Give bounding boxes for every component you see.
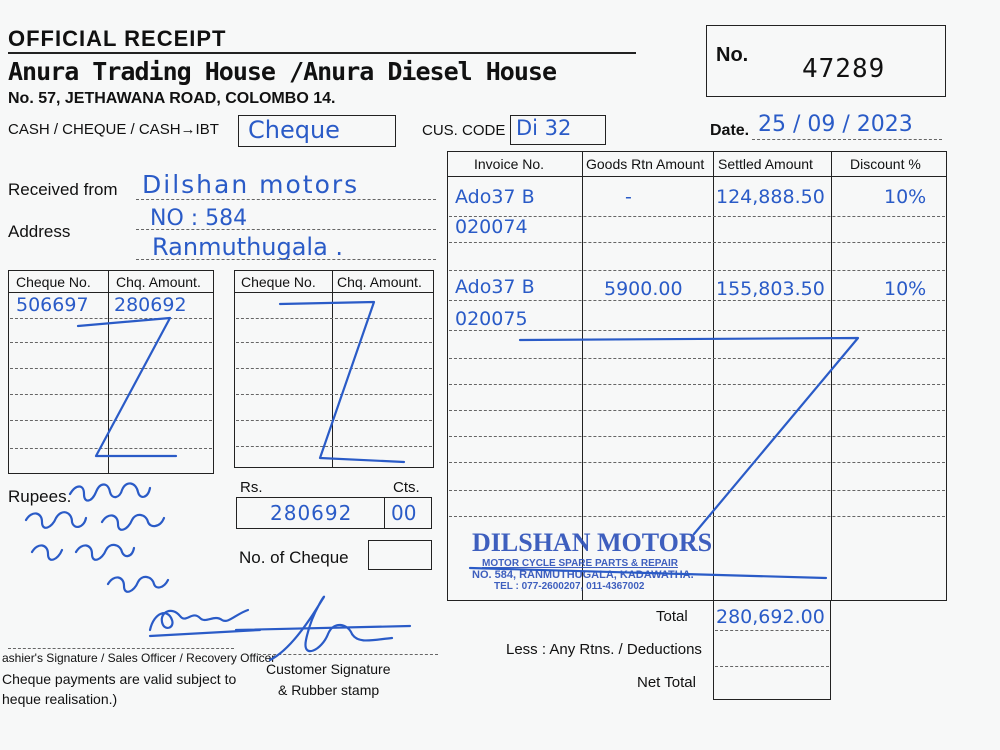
cheque-amount-header-right: Chq. Amount. <box>337 274 422 290</box>
left-cheque-amount: 280692 <box>114 294 187 316</box>
receipt-number: 47289 <box>802 54 886 84</box>
invoice-cancel-line <box>520 338 858 534</box>
rs-label: Rs. <box>240 479 263 496</box>
address-label: Address <box>8 222 71 241</box>
invoice-1-settled: 124,888.50 <box>716 186 825 208</box>
left-z-stroke <box>78 318 176 456</box>
rubber-stamp-label: & Rubber stamp <box>278 682 380 698</box>
amount-rs-value: 280692 <box>270 501 353 525</box>
invoice-2-discount: 10% <box>884 278 927 300</box>
total-label: Total <box>656 608 688 625</box>
no-of-cheque-label: No. of Cheque <box>239 548 349 567</box>
cus-code-label: CUS. CODE <box>422 122 506 139</box>
address-line-2: Ranmuthugala . <box>152 233 344 261</box>
company-name: Anura Trading House /Anura Diesel House <box>8 57 556 86</box>
payment-type-value: Cheque <box>248 116 340 144</box>
invoice-2-no-b: 020075 <box>455 308 528 330</box>
less-deductions-label: Less : Any Rtns. / Deductions <box>506 641 702 658</box>
cheque-no-header-right: Cheque No. <box>241 274 316 290</box>
invoice-header-rtn: Goods Rtn Amount <box>586 156 705 172</box>
received-from-value: Dilshan motors <box>142 170 360 199</box>
rupees-label: Rupees. <box>8 487 72 506</box>
payment-type-label: CASH / CHEQUE / CASH→IBT <box>8 121 219 138</box>
receipt-number-label: No. <box>716 44 749 66</box>
left-cheque-no: 506697 <box>16 294 89 316</box>
cheque-no-header: Cheque No. <box>16 274 91 290</box>
cashier-signature <box>150 610 248 630</box>
invoice-1-no-b: 020074 <box>455 216 528 238</box>
invoice-1-discount: 10% <box>884 186 927 208</box>
invoice-2-no: Ado37 B <box>455 276 535 298</box>
invoice-header-settled: Settled Amount <box>718 156 813 172</box>
total-value: 280,692.00 <box>716 606 825 628</box>
cus-code-value: Di 32 <box>516 116 572 140</box>
sinhala-words-3 <box>32 545 134 560</box>
customer-signature-label: Customer Signature <box>266 661 391 677</box>
stamp-line-3: TEL : 077-2600207, 011-4367002 <box>494 581 645 592</box>
right-z-stroke <box>280 302 404 462</box>
invoice-2-rtn: 5900.00 <box>604 278 683 300</box>
received-from-label: Received from <box>8 180 118 199</box>
date-value: 25 / 09 / 2023 <box>758 112 913 137</box>
cts-label: Cts. <box>393 479 420 496</box>
address-line-1: NO : 584 <box>150 206 248 231</box>
invoice-1-no: Ado37 B <box>455 186 535 208</box>
stamp-underline <box>470 568 826 578</box>
cheque-amount-header: Chq. Amount. <box>116 274 201 290</box>
date-label: Date. <box>710 122 750 139</box>
invoice-1-rtn: - <box>625 186 632 208</box>
invoice-header-discount: Discount % <box>850 156 921 172</box>
sinhala-words-1 <box>70 483 150 500</box>
sinhala-words-2 <box>26 512 164 530</box>
cashier-signature-label: ashier's Signature / Sales Officer / Recovery Officer <box>2 651 276 665</box>
cheque-note-2: heque realisation.) <box>2 691 118 707</box>
invoice-2-settled: 155,803.50 <box>716 278 825 300</box>
company-address: No. 57, JETHAWANA ROAD, COLOMBO 14. <box>8 90 336 107</box>
stamp-line-2: NO. 584, RANMUTHUGALA, KADAWATHA. <box>472 569 694 581</box>
net-total-label: Net Total <box>637 674 696 691</box>
receipt-title: OFFICIAL RECEIPT <box>8 26 227 51</box>
customer-signature-line-stroke <box>236 626 410 630</box>
stamp-name: DILSHAN MOTORS <box>472 528 713 557</box>
stamp-line-1: MOTOR CYCLE SPARE PARTS & REPAIR <box>482 558 678 569</box>
invoice-header-invoice: Invoice No. <box>474 156 545 172</box>
amount-cts-value: 00 <box>391 501 417 525</box>
cheque-note-1: Cheque payments are valid subject to <box>2 671 237 687</box>
sinhala-words-4 <box>108 577 168 592</box>
